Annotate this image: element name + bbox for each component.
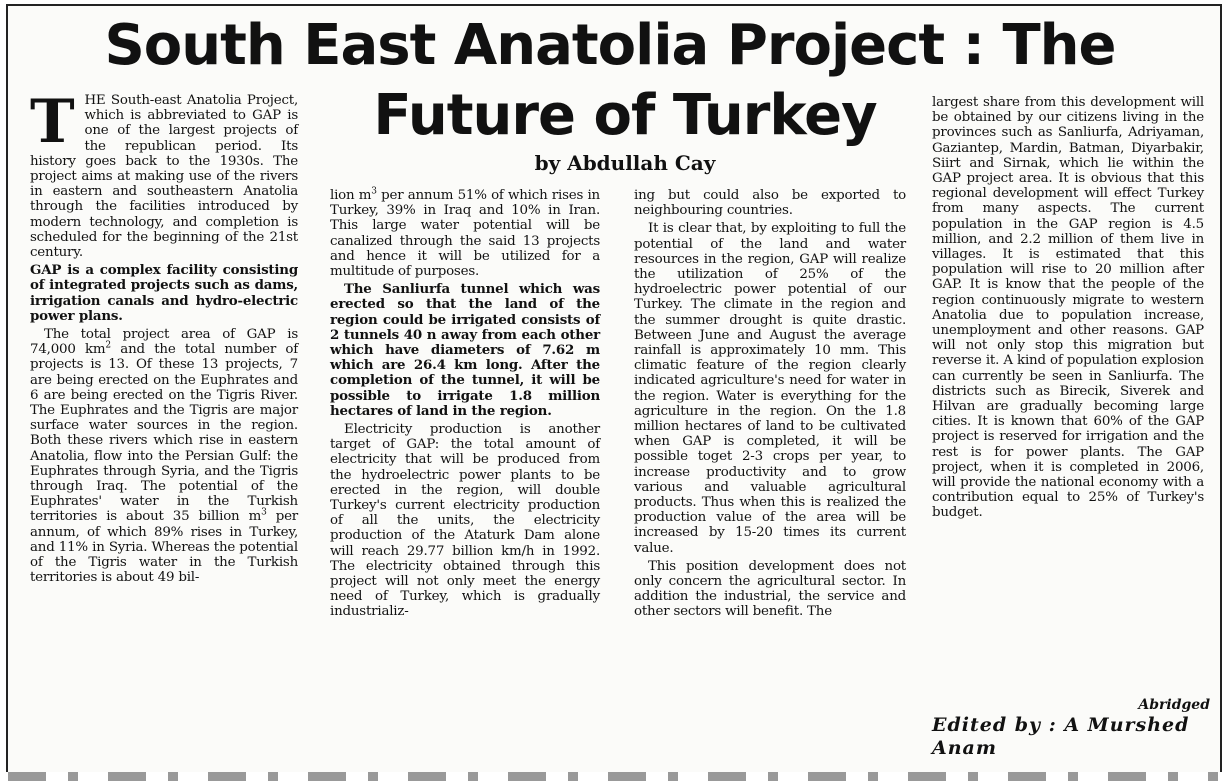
bottom-rule bbox=[8, 772, 1218, 781]
paragraph bbox=[30, 327, 298, 585]
paragraph-text: per annum 51% of which rises in Turkey, 39% in Iraq and 10% in Iran. This large water potential will be canalized through the said 13 projects and hence it will be utilized for a multitude of purposes. bbox=[330, 188, 600, 280]
paragraph bbox=[330, 422, 600, 620]
paragraph-text: Electricity production is another target of GAP: the total amount of electricity that will be produced from the hydroelectric power plants to be erected in the region, will double Turkey's current electricity production of all the units, the electricity production of the Ataturk Dam alone will reach 29.77 billion km/h in 1992. The electricity obtained through this project will not only meet the energy need of Turkey, which is gradually industrializ- bbox=[330, 422, 600, 620]
paragraph bbox=[634, 188, 906, 218]
paragraph-text: per annum, of which 89% rises in Turkey, and 11% in Syria. Whereas the potential of the Tigris water in the Turkish territories is about 49 bil- bbox=[30, 509, 298, 586]
paragraph-text: and the total number of projects is 13. Of these 13 projects, 7 are being erected on the Euphrates and 6 are being erected on the Tigris River. The Euphrates and the Tigris are major surface water sources in the region. Both these rivers which rise in eastern Anatolia, flow into the Persian Gulf: the Euphrates through Syria, and the Tigris through Iraq. The potential of the Euphrates' water in the Turkish territories is about 35 billion m bbox=[30, 342, 298, 525]
paragraph bbox=[932, 95, 1204, 521]
paragraph-text: The total project area of GAP is 74,000 km bbox=[30, 327, 298, 358]
column-1 bbox=[30, 87, 298, 589]
paragraph-text: GAP is a complex facility consisting of integrated projects such as dams, irrigation canals and hydro-electric power plans. bbox=[30, 262, 298, 324]
paragraph-text: largest share from this development will be obtained by our citizens living in the provinces such as Sanliurfa, Adriyaman, Gaziantep, Mardin, Batman, Diyarbakir, Siirt and Sirnak, which lie within the GAP project area. It is obvious that this regional development will effect Turkey from many aspects. The current population in the GAP region is 4.5 million, and 2.2 million of them live in villages. It is estimated that this population will rise to 20 million after GAP. It is know that the people of the region continuously migrate to western Anatolia due to population increase, unemployment and other reasons. GAP will not only stop this migration but reverse it. A kind of population explosion can currently be seen in Sanliurfa. The districts such as Birecik, Siverek and Hilvan are gradually becoming large cities. It is known that 60% of the GAP project is reserved for irrigation and the rest is for power plants. The GAP project, when it is completed in 2006, will provide the national economy with a contribution equal to 25% of Turkey's budget. bbox=[932, 95, 1204, 521]
byline: by Abdullah Cay bbox=[534, 151, 716, 175]
paragraph-text: It is clear that, by exploiting to full the potential of the land and water resources in the region, GAP will realize the utilization of 25% of the hydroelectric power potential of our Turkey. The climate in the region and the summer drought is quite drastic. Between June and August the average rainfall is approximately 10 mm. This climatic feature of the region clearly indicated agriculture's need for water in the region. Water is everything for the agriculture in the region. On the 1.8 million hectares of land to be cultivated when GAP is completed, it will be possible toget 2-3 crops per year, to increase productivity and to grow various and valuable agricultural products. Thus when this is realized the production value of the area will be increased by 15-20 times its current value. bbox=[634, 221, 906, 556]
superscript: 2 bbox=[105, 340, 111, 351]
column-2 bbox=[330, 188, 600, 623]
paragraph bbox=[30, 87, 298, 261]
headline-line-1: South East Anatolia Project : The bbox=[104, 13, 1116, 78]
paragraph-text: ing but could also be exported to neighbouring countries. bbox=[634, 188, 906, 219]
paragraph-text: The Sanliurfa tunnel which was erected so that the land of the region could be irrigated consists of 2 tunnels 40 n away from each other which have diameters of 7.62 m which are 26.4 km long. After the completion of the tunnel, it will be possible to irrigate 1.8 million hectares of land in the region. bbox=[330, 281, 600, 419]
drop-cap: T bbox=[30, 87, 75, 157]
paragraph bbox=[330, 282, 600, 419]
column-3 bbox=[634, 188, 906, 623]
paragraph bbox=[634, 221, 906, 555]
column-4 bbox=[932, 95, 1204, 524]
editor-credit: Edited by : A Murshed Anam bbox=[932, 714, 1190, 759]
paragraph bbox=[30, 263, 298, 324]
abridged-note: Abridged bbox=[1138, 697, 1210, 713]
paragraph-text: lion m bbox=[330, 188, 372, 203]
paragraph bbox=[330, 188, 600, 279]
superscript: 3 bbox=[261, 508, 267, 519]
superscript: 3 bbox=[371, 186, 377, 197]
paragraph-text: This position development does not only concern the agricultural sector. In addition the industrial, the service and other sectors will benefit. The bbox=[634, 558, 906, 620]
paragraph bbox=[634, 559, 906, 620]
paragraph-text: HE South-east Anatolia Project, which is abbreviated to GAP is one of the largest projects of the republican period. Its history goes back to the 1930s. The project aims at making use of the rivers in eastern and southeastern Anatolia through the facilities introduced by modern technology, and completion is scheduled for the beginning of the 21st century. bbox=[30, 93, 298, 261]
headline-line-2: Future of Turkey bbox=[373, 83, 877, 148]
